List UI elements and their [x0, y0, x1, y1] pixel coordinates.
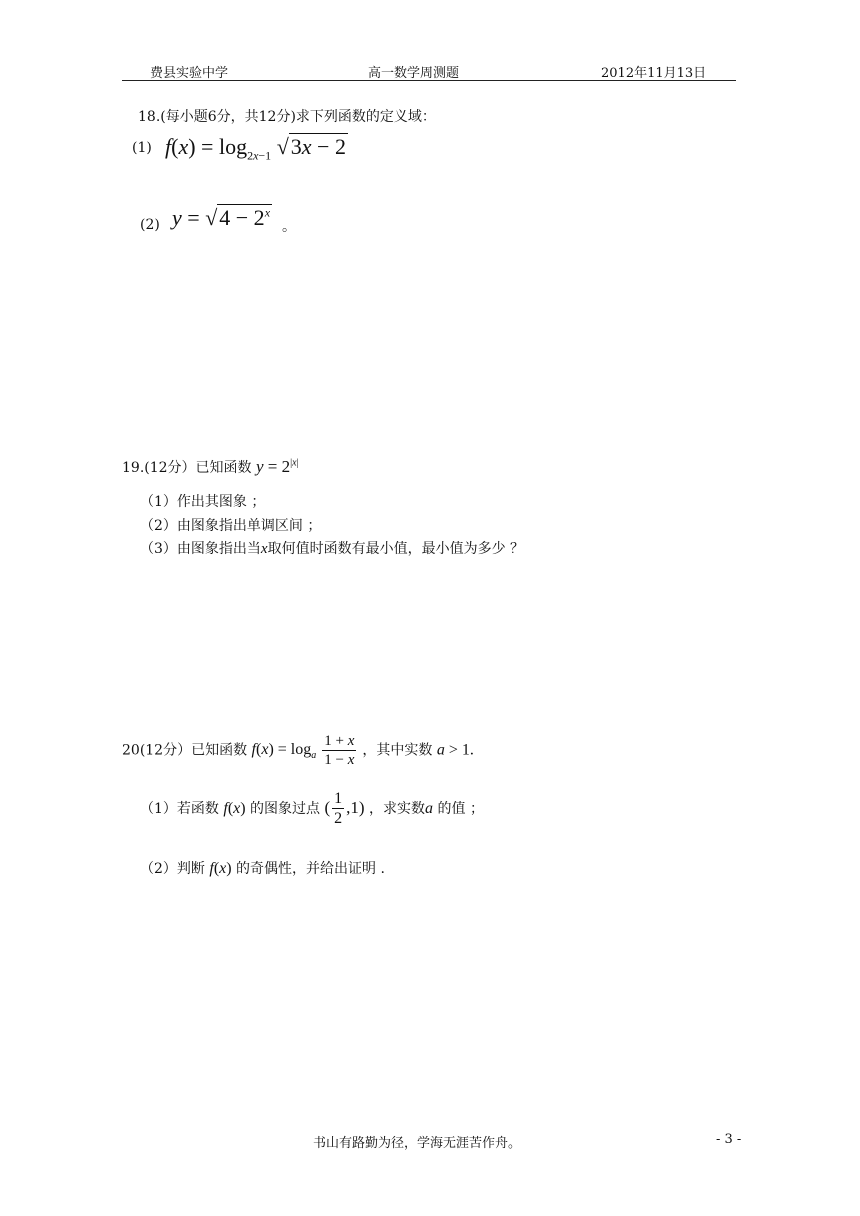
q20-part2-suffix: 的奇偶性，并给出证明 .: [236, 861, 385, 877]
q19-part3-suffix: 取何值时函数有最小值，最小值为多少 ？: [267, 541, 525, 557]
q19-stem: [122, 457, 299, 477]
q20-part2-prefix: （2）判断: [140, 861, 205, 877]
header-date: 2012年11月13日: [601, 66, 707, 81]
q19-stem-text: 19.(12分）已知函数: [122, 460, 252, 476]
q20-formula: $f(x) = \log_a$ $\frac{1 + x}{1 - x}$: [251, 733, 355, 768]
q18-stem: 18.(每小题6分，共12分)求下列函数的定义域：: [138, 109, 436, 125]
q20-part1-suffix: 的值 ；: [437, 800, 484, 817]
q18-part1-label: (1): [132, 140, 152, 156]
q19-formula: $y = 2^{|x|}$: [256, 457, 299, 476]
q20-part1-mid2: ，求实数: [369, 800, 426, 817]
footer-page-number: - 3 -: [716, 1132, 742, 1147]
q20-part1: （1）若函数 f(x) 的图象过点 ( $\frac{1}{2}$ ,1) ，求实数a 的值 ；: [140, 790, 484, 827]
q20-condition: a > 1.: [436, 741, 474, 759]
q19-part1: （1）作出其图象 ；: [140, 494, 266, 510]
q20-part1-mid: 的图象过点: [250, 800, 321, 817]
header-title: 高一数学周测题: [368, 66, 460, 81]
q19-part3: （3）由图象指出当x取何值时函数有最小值，最小值为多少 ？: [140, 541, 525, 557]
q18-part2-label: (2): [140, 217, 160, 233]
header-rule: [122, 80, 736, 81]
q19-part2: （2）由图象指出单调区间 ；: [140, 518, 322, 534]
q20-stem-mid: ，其中实数: [362, 742, 433, 759]
q19-part3-prefix: （3）由图象指出当: [140, 541, 261, 557]
q20-point: ( $\frac{1}{2}$ ,1): [324, 790, 365, 827]
q20-part2: （2）判断 f(x) 的奇偶性，并给出证明 .: [140, 860, 385, 877]
footer-motto: 书山有路勤为径，学海无涯苦作舟。: [313, 1136, 522, 1151]
q18-part1-formula: $f(x) = \log_{2x-1} √3x - 2$: [165, 134, 346, 163]
q20-stem: [122, 733, 474, 769]
q20-stem-prefix: 20(12分）已知函数: [122, 742, 248, 759]
q20-part1-prefix: （1）若函数: [140, 800, 219, 817]
q18-part2-formula: $y = √4 - 2^x$: [172, 205, 271, 230]
q18-part2-end: 。: [282, 219, 296, 235]
header-school: 费县实验中学: [150, 66, 229, 81]
